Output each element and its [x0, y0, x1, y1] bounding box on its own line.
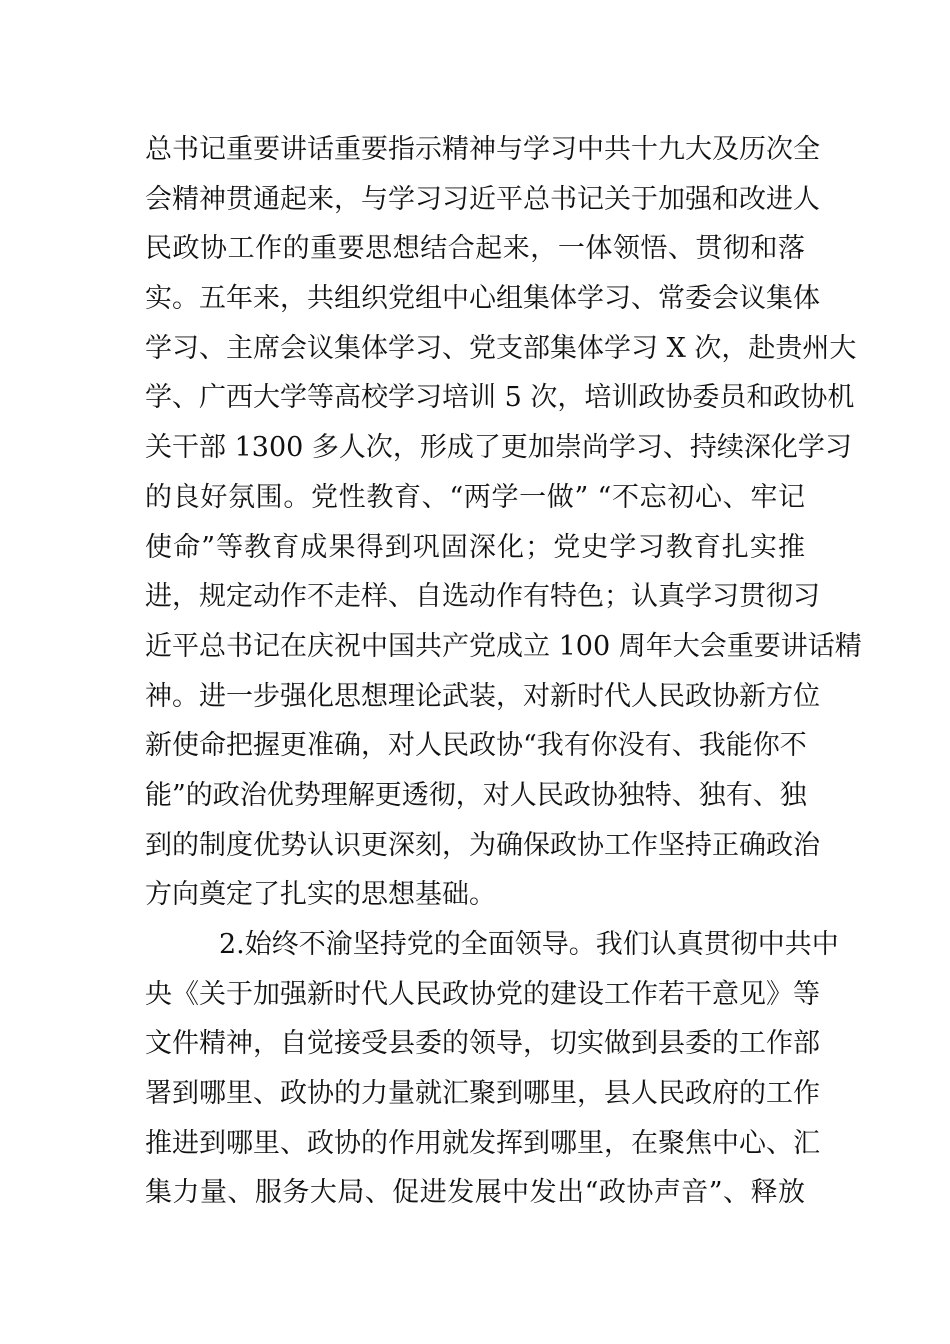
text-line: 署到哪里、政协的力量就汇聚到哪里，县人民政府的工作 — [145, 1078, 820, 1109]
text-line: 民政协工作的重要思想结合起来，一体领悟、贯彻和落 — [145, 233, 805, 264]
text-line: 的良好氛围。党性教育、“两学一做” “不忘初心、牢记 — [145, 482, 805, 513]
text-line: 神。进一步强化思想理论武装，对新时代人民政协新方位 — [145, 681, 820, 712]
text-line: 近平总书记在庆祝中国共产党成立 100 周年大会重要讲话精 — [145, 631, 862, 662]
text-line: 学、广西大学等高校学习培训 5 次，培训政协委员和政协机 — [145, 382, 855, 413]
text-line: 会精神贯通起来，与学习习近平总书记关于加强和改进人 — [145, 184, 820, 215]
text-line: 关干部 1300 多人次，形成了更加崇尚学习、持续深化学习 — [145, 432, 852, 463]
text-line: 进，规定动作不走样、自选动作有特色；认真学习贯彻习 — [145, 581, 820, 612]
text-line: 到的制度优势认识更深刻，为确保政协工作坚持正确政治 — [145, 830, 820, 861]
paragraph-first-line: 2.始终不渝坚持党的全面领导。我们认真贯彻中共中 — [219, 929, 839, 960]
text-line: 推进到哪里、政协的作用就发挥到哪里，在聚焦中心、汇 — [145, 1128, 820, 1159]
text-line: 新使命把握更准确，对人民政协“我有你没有、我能你不 — [145, 730, 807, 761]
text-line: 集力量、服务大局、促进发展中发出“政协声音”、释放 — [145, 1177, 805, 1208]
paragraph-last-line: 方向奠定了扎实的思想基础。 — [145, 879, 496, 910]
text-line: 能”的政治优势理解更透彻，对人民政协独特、独有、独 — [145, 780, 807, 811]
text-line: 央《关于加强新时代人民政协党的建设工作若干意见》等 — [145, 979, 820, 1010]
text-line: 实。五年来，共组织党组中心组集体学习、常委会议集体 — [145, 283, 820, 314]
text-line: 使命”等教育成果得到巩固深化；党史学习教育扎实推 — [145, 532, 805, 563]
text-line: 学习、主席会议集体学习、党支部集体学习 X 次，赴贵州大 — [145, 333, 857, 364]
text-line: 总书记重要讲话重要指示精神与学习中共十九大及历次全 — [145, 134, 820, 165]
text-line: 文件精神，自觉接受县委的领导，切实做到县委的工作部 — [145, 1028, 820, 1059]
